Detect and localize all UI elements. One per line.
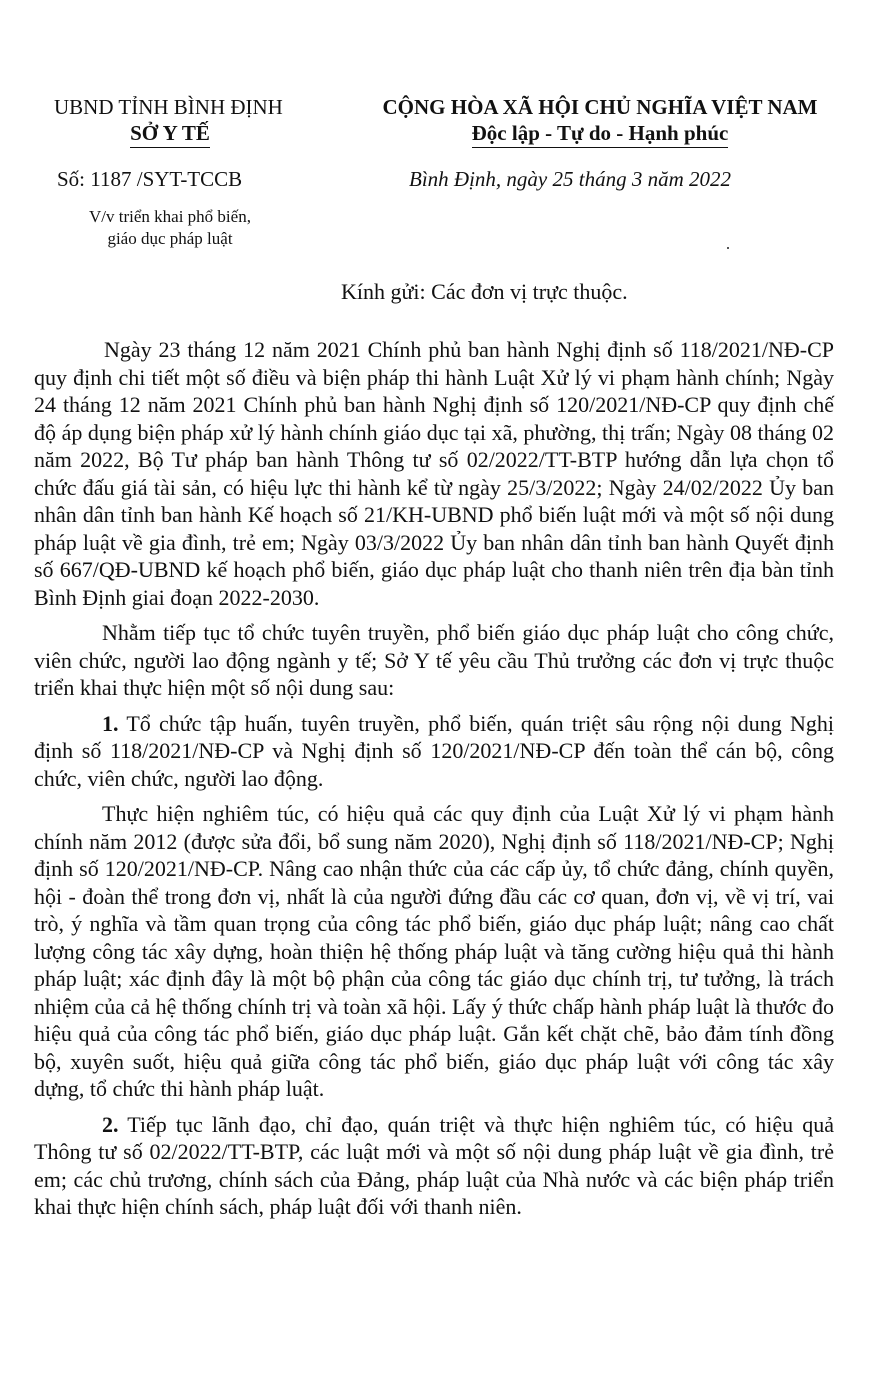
- paragraph-3: [34, 710, 834, 793]
- document-number: Số: 1187 /SYT-TCCB: [57, 167, 243, 191]
- paragraph-5: [34, 1111, 834, 1221]
- motto-wrap: [362, 120, 838, 148]
- agency-name: UBND TỈNH BÌNH ĐỊNH: [54, 95, 283, 119]
- place-date: Bình Định, ngày 25 tháng 3 năm 2022: [409, 167, 731, 191]
- country-name: CỘNG HÒA XÃ HỘI CHỦ NGHĨA VIỆT NAM: [382, 95, 818, 119]
- item-number-2: 2.: [102, 1111, 119, 1137]
- recipient: Kính gửi: Các đơn vị trực thuộc.: [341, 279, 628, 304]
- paragraph-5-text: Tiếp tục lãnh đạo, chỉ đạo, quán triệt và thực hiện nghiêm túc, có hiệu quả Thông tư số 02/2022/TT-BTP, các luật mới và một số nội dung pháp luật về gia đình, trẻ em; các chủ trương, chính sách của Đảng, pháp luật của Nhà nước và các biện pháp triển khai thực hiện chính sách, pháp luật đối với thanh niên.: [34, 1111, 834, 1219]
- paragraph-1: Ngày 23 tháng 12 năm 2021 Chính phủ ban hành Nghị định số 118/2021/NĐ-CP quy định chi tiết một số điều và biện pháp thi hành Luật Xử lý vi phạm hành chính; Ngày 24 tháng 12 năm 2021 Chính phủ ban hành Nghị định số 120/2021/NĐ-CP quy định chế độ áp dụng biện pháp xử lý hành chính giáo dục tại xã, phường, thị trấn; Ngày 08 tháng 02 năm 2022, Bộ Tư pháp ban hành Thông tư số 02/2022/TT-BTP hướng dẫn lựa chọn tổ chức đấu giá tài sản, có hiệu lực thi hành kể từ ngày 25/3/2022; Ngày 24/02/2022 Ủy ban nhân dân tỉnh ban hành Kế hoạch số 21/KH-UBND phổ biến luật mới và một số nội dung pháp luật về gia đình, trẻ em; Ngày 03/3/2022 Ủy ban nhân dân tỉnh ban hành Quyết định số 667/QĐ-UBND kế hoạch phổ biến, giáo dục pháp luật cho thanh niên trên địa bàn tỉnh Bình Định giai đoạn 2022-2030.: [34, 337, 834, 610]
- item-number-1: 1.: [102, 710, 119, 736]
- motto: Độc lập - Tự do - Hạnh phúc: [472, 121, 729, 148]
- subject-line-2: giáo dục pháp luật: [107, 229, 233, 248]
- stray-dot: [727, 247, 729, 249]
- department-name-wrap: [100, 120, 240, 148]
- paragraph-2: Nhằm tiếp tục tổ chức tuyên truyền, phổ biến giáo dục pháp luật cho công chức, viên chức, người lao động ngành y tế; Sở Y tế yêu cầu Thủ trưởng các đơn vị trực thuộc triển khai thực hiện một số nội dung sau:: [34, 620, 834, 700]
- paragraph-3-text: Tổ chức tập huấn, tuyên truyền, phổ biến, quán triệt sâu rộng nội dung Nghị định số 118/2021/NĐ-CP và Nghị định số 120/2021/NĐ-CP đến toàn thể cán bộ, công chức, viên chức, người lao động.: [34, 710, 835, 791]
- document-body: [34, 336, 834, 1229]
- department-name: SỞ Y TẾ: [130, 121, 210, 148]
- paragraph-4: Thực hiện nghiêm túc, có hiệu quả các quy định của Luật Xử lý vi phạm hành chính năm 2012 (được sửa đổi, bổ sung năm 2020), Nghị định số 118/2021/NĐ-CP; Nghị định số 120/2021/NĐ-CP. Nâng cao nhận thức của các cấp ủy, tổ chức đảng, chính quyền, hội - đoàn thể trong đơn vị, nhất là của người đứng đầu các cơ quan, đơn vị, về vị trí, vai trò, ý nghĩa và tầm quan trọng của công tác phổ biến, giáo dục pháp luật; nâng cao chất lượng công tác xây dựng, hoàn thiện hệ thống pháp luật và tăng cường hiệu quả thi hành pháp luật; xác định đây là một bộ phận của công tác giáo dục chính trị, tư tưởng, là trách nhiệm của cả hệ thống chính trị và toàn xã hội. Lấy ý thức chấp hành pháp luật là thước đo hiệu quả của công tác phổ biến, giáo dục pháp luật. Gắn kết chặt chẽ, bảo đảm tính đồng bộ, xuyên suốt, hiệu quả giữa công tác phổ biến, giáo dục pháp luật với công tác xây dựng, tổ chức thi hành pháp luật.: [34, 801, 834, 1101]
- subject-line-1: V/v triển khai phổ biến,: [89, 207, 251, 226]
